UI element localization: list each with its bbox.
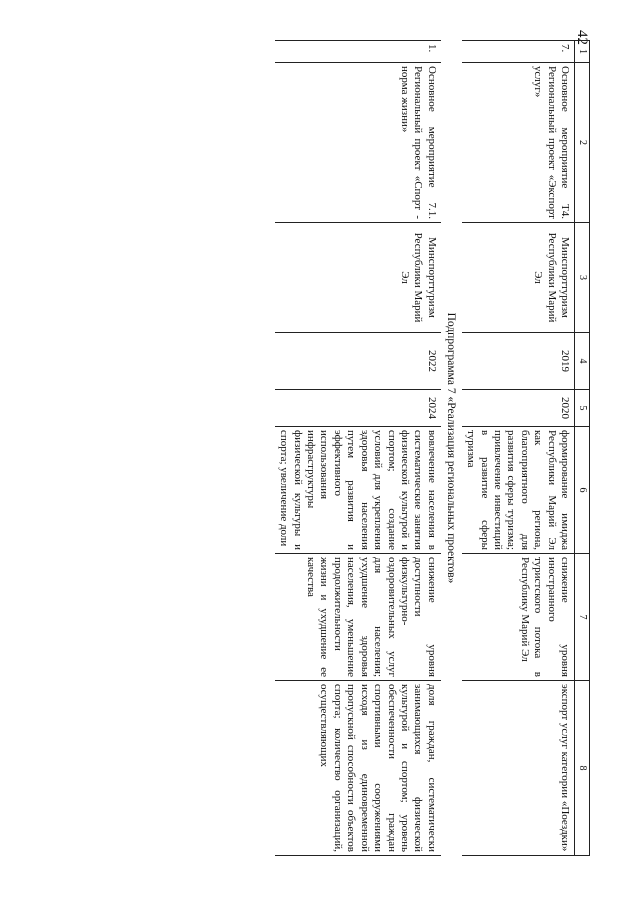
row-number: 7. bbox=[462, 41, 575, 63]
executor: Минспорттуризм Республики Марий Эл bbox=[275, 223, 441, 333]
page-number: 42 bbox=[574, 30, 590, 45]
start-year: 2019 bbox=[462, 333, 575, 390]
col-header-4: 4 bbox=[575, 333, 590, 390]
end-year: 2020 bbox=[462, 390, 575, 427]
subprogram-title: Подпрограмма 7 «Реализация региональных проектов» bbox=[444, 312, 457, 584]
col-header-1: 1 bbox=[575, 41, 590, 63]
non-implementation-consequence: снижение уровня доступности физкультурно-оздоровительных услуг для населения; ухудшение здоровья населения, уменьшение продолжительности жизни и ухудшение ее качества bbox=[275, 554, 441, 681]
table-row bbox=[462, 41, 575, 856]
activity-name: Основное мероприятие 7.1. Региональный проект «Спорт - норма жизни» bbox=[275, 63, 441, 223]
expected-result: вовлечение населения в систематические занятия физической культурой и спортом; создание условий для укрепления здоровья населения путем развития и эффективного использования инфраструктуры физической культуры и спорта; увеличение доли bbox=[275, 427, 441, 554]
non-implementation-consequence: снижение уровня иностранного туристского потока в Республику Марий Эл bbox=[462, 554, 575, 681]
start-year: 2022 bbox=[275, 333, 441, 390]
col-header-2: 2 bbox=[575, 63, 590, 223]
col-header-5: 5 bbox=[575, 390, 590, 427]
col-header-7: 7 bbox=[575, 554, 590, 681]
activity-name: Основное мероприятие Т4. Региональный проект «Экспорт услуг» bbox=[462, 63, 575, 223]
table-row bbox=[275, 41, 441, 856]
activities-table bbox=[275, 40, 590, 856]
expected-result: формирование имиджа Республики Марий Эл как региона, благоприятного для развития сферы туризма; привлечение инвестиций в развитие сферы туризма bbox=[462, 427, 575, 554]
col-header-6: 6 bbox=[575, 427, 590, 554]
rotated-page-content bbox=[110, 40, 590, 880]
header-row bbox=[575, 41, 590, 856]
subprogram-row bbox=[441, 41, 462, 856]
col-header-3: 3 bbox=[575, 223, 590, 333]
col-header-8: 8 bbox=[575, 681, 590, 856]
end-year: 2024 bbox=[275, 390, 441, 427]
related-indicator: доля граждан, систематически занимающихся физической культурой и спортом; уровень обеспеченности граждан спортивными сооружениями исходя из единовременной пропускной способности объектов спорта; количество организаций, осуществляющих bbox=[275, 681, 441, 856]
executor: Минспорттуризм Республики Марий Эл bbox=[462, 223, 575, 333]
row-number: 1. bbox=[275, 41, 441, 63]
related-indicator: экспорт услуг категории «Поездки» bbox=[462, 681, 575, 856]
